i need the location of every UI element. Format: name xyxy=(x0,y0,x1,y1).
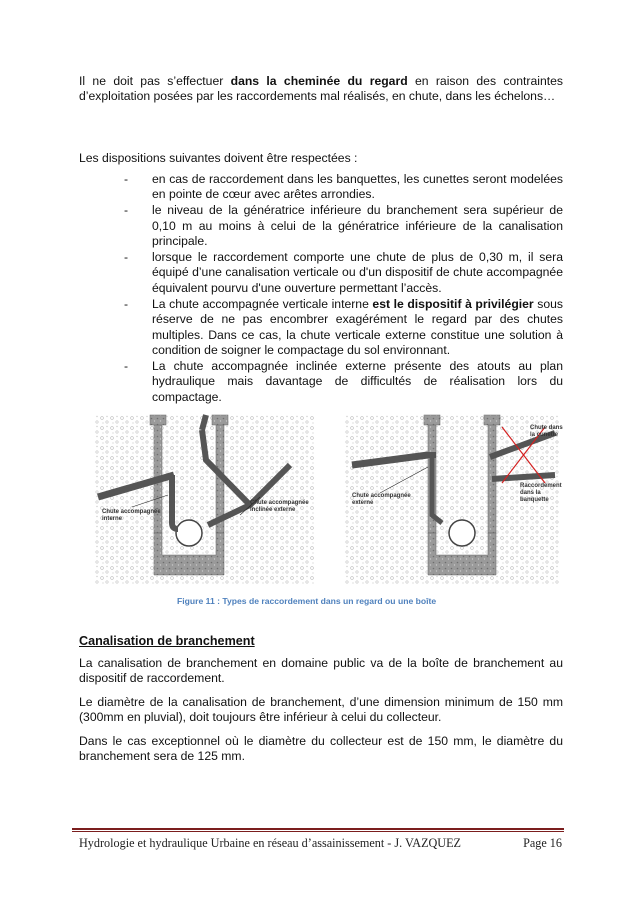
label-chute-externe-2: externe xyxy=(352,500,374,506)
list-item xyxy=(124,203,563,249)
list-item-text-end: sous réserve de ne pas encombrer exagérément le regard par des chutes multiples. Dans ce cas, la chute verticale externe constitue une solution à condition de soigner le compactage du sol environnant. xyxy=(152,296,563,357)
label-raccordement-banquette-3: banquette xyxy=(520,497,549,503)
list-item-text: La chute accompagnée verticale interne xyxy=(152,296,373,311)
label-chute-interne: Chute accompagnée xyxy=(102,509,161,515)
list-dash: - xyxy=(124,250,129,265)
footer-rule xyxy=(72,828,564,830)
section-paragraph-1: La canalisation de branchement en domaine public va de la boîte de branchement au dispositif de raccordement. xyxy=(79,656,563,686)
main-pipe xyxy=(176,520,202,546)
right-manhole-diagram xyxy=(345,415,563,585)
list-dash: - xyxy=(124,203,129,218)
connection-types-figure xyxy=(90,405,565,590)
list-item-text: La chute accompagnée inclinée externe présente des atouts au plan hydraulique mais davantage de difficultés de réalisation lors du compactage. xyxy=(152,358,563,404)
list-item xyxy=(124,297,563,359)
intro-text-start: Il ne doit pas s’effectuer xyxy=(79,74,231,88)
page-number: Page 16 xyxy=(523,836,562,850)
label-chute-inclinee: Chute accompagnée xyxy=(250,500,309,506)
list-item-text: lorsque le raccordement comporte une chute de plus de 0,30 m, il sera équipé d’une canalisation verticale ou d'un dispositif de chute accompagnée équivalent pourvu d'une ouverture permettant l’accès. xyxy=(152,250,563,295)
label-chute-interne-2: interne xyxy=(102,516,123,522)
footer-rule-thin xyxy=(72,831,564,832)
list-dash: - xyxy=(124,296,129,311)
list-item xyxy=(124,359,563,405)
label-chute-cunette: Chute dans xyxy=(530,425,563,431)
section-paragraph-3: Dans le cas exceptionnel où le diamètre du collecteur est de 150 mm, le diamètre du branchement sera de 125 mm. xyxy=(79,734,563,764)
intro-text-bold: dans la cheminée du regard xyxy=(230,74,408,88)
section-paragraph-2: Le diamètre de la canalisation de branchement, d’une dimension minimum de 150 mm (300mm en pluvial), doit toujours être inférieur à celui du collecteur. xyxy=(79,695,563,725)
label-chute-inclinee-2: inclinée externe xyxy=(250,507,296,513)
list-item-text: le niveau de la génératrice inférieure du branchement sera supérieur de 0,10 m au moins à celui de la génératrice inférieure de la canalisation principale. xyxy=(152,203,563,249)
dispositions-list xyxy=(124,172,563,406)
list-dash: - xyxy=(124,172,129,186)
figure-caption: Figure 11 : Types de raccordement dans un regard ou une boîte xyxy=(177,596,437,606)
dispositions-title: Les dispositions suivantes doivent être respectées : xyxy=(79,151,358,165)
list-dash: - xyxy=(124,358,129,373)
list-item xyxy=(124,250,563,296)
list-item-text: en cas de raccordement dans les banquettes, les cunettes seront modelées en pointe de cœur avec arêtes arrondies. xyxy=(152,172,563,202)
main-pipe xyxy=(449,520,475,546)
label-chute-cunette-2: la cunette xyxy=(530,432,559,438)
list-item xyxy=(124,172,563,203)
left-manhole-diagram xyxy=(95,415,315,585)
section-heading: Canalisation de branchement xyxy=(79,634,255,648)
label-raccordement-banquette-2: dans la xyxy=(520,490,541,496)
label-chute-externe: Chute accompagnée xyxy=(352,493,411,499)
intro-text-end: en raison des contraintes d’exploitation posées par les raccordements mal réalisés, en chute, dans les échelons… xyxy=(79,74,563,104)
label-raccordement-banquette: Raccordement xyxy=(520,483,562,489)
intro-paragraph xyxy=(79,74,563,105)
list-item-bold: est le dispositif à privilégier xyxy=(372,296,534,311)
footer-title: Hydrologie et hydraulique Urbaine en réseau d’assainissement - J. VAZQUEZ xyxy=(79,836,462,850)
